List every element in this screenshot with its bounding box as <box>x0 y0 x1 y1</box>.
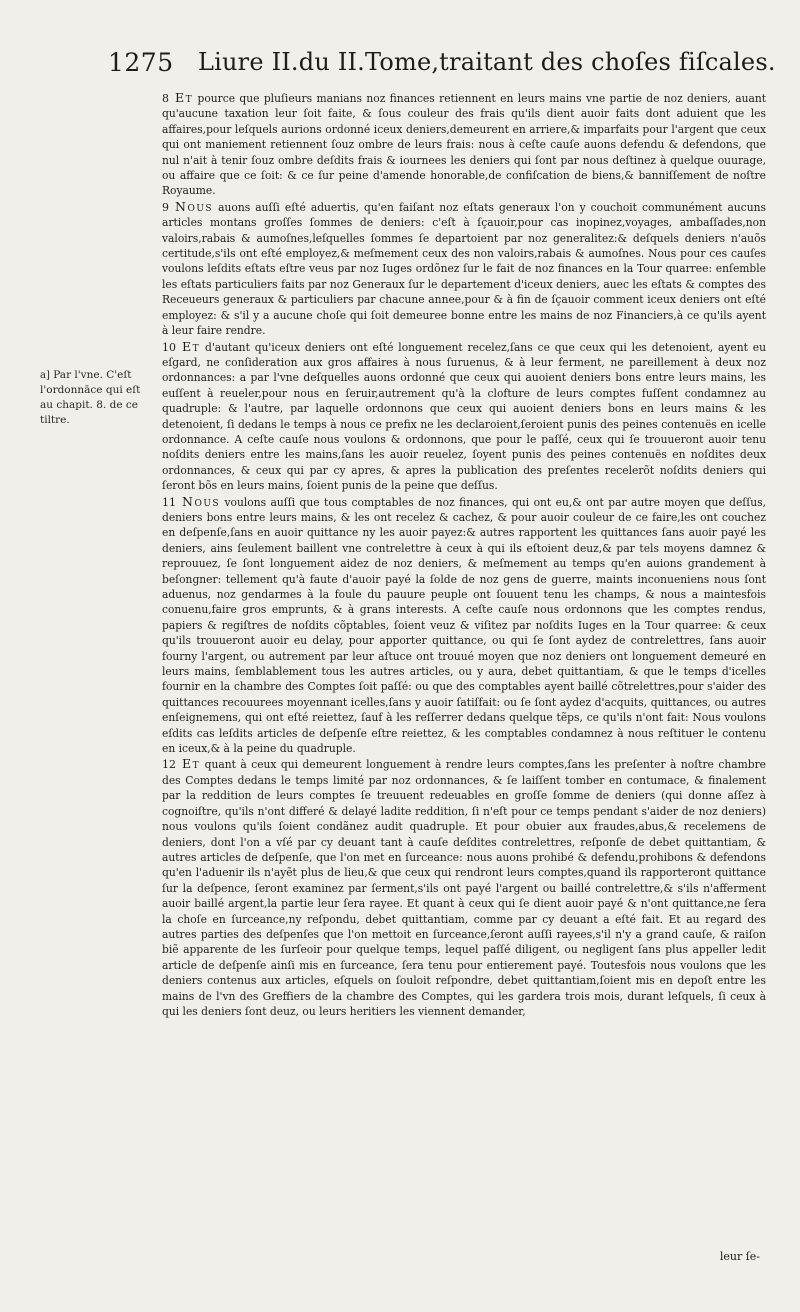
paragraph-lead: Et <box>182 338 201 354</box>
paragraph-number: 10 <box>162 340 176 354</box>
margin-note-text: Par l'vne. C'eſt l'ordonnāce qui eſt au chapit. 8. de ce tiltre. <box>40 369 141 426</box>
paragraph-lead: Nous <box>175 198 214 214</box>
paragraph-text: auons auſſi eſté aduertis, qu'en faiſant noz eſtats generaux l'on y couchoit communément aucuns articles montans groſſes ſommes de deniers: c'eſt à ſçauoir,pour cas inopinez,voyages, ambaſſades,non valoirs,rabais & aumoſnes,leſquelles ſommes ſe departoient par noz generalitez:& deſquels deniers n'auõs certitude,s'ils ont eſté employez,& meſmement ceux des non valoirs,rabais & aumoſnes. Nous pour ces cauſes voulons leſdits eſtats eſtre veus par noz Iuges ordõnez ſur le fait de noz finances en la Tour quarree: enſemble les eſtats particuliers faits par noz Generaux ſur le departement d'iceux deniers, auec les eſtats & comptes des Receueurs generaux & particuliers par chacune annee,pour & à fin de ſçauoir comment iceux deniers ont eſté employez: & s'il y a aucune choſe qui ſoit demeuree bonne entre les mains de noz Financiers,à ce qu'ils ayent à leur faire rendre. <box>162 200 766 338</box>
paragraph-9 <box>162 199 766 339</box>
body-text <box>162 90 766 1270</box>
margin-note-mark: a] <box>40 370 50 381</box>
paragraph-number: 12 <box>162 758 176 772</box>
page-number: 1275 <box>108 48 174 77</box>
catchword: leur ſe- <box>719 1250 760 1263</box>
paragraph-11 <box>162 494 766 757</box>
page-header <box>108 44 776 84</box>
paragraph-lead: Et <box>182 756 201 772</box>
paragraph-number: 9 <box>162 200 169 214</box>
paragraph-number: 11 <box>162 495 176 509</box>
margin-note <box>40 368 152 428</box>
paragraph-lead: Et <box>175 90 194 105</box>
paragraph-8 <box>162 90 766 199</box>
paragraph-text: quant à ceux qui demeurent longuement à rendre leurs comptes,ſans les preſenter à noſtre chambre des Comptes dedans le temps limité par noz ordonnances, & ſe laiſſent tomber en contumace, & finalement par la reddition de leurs comptes ſe treuuent redeuables en groſſe ſomme de deniers (qui donne aſſez à cognoiſtre, qu'ils n'ont differé & delayé ladite reddition, ſi n'eſt pour ce temps pendant s'aider de noz deniers) nous voulons qu'ils ſoient condãnez audit quadruple. Et pour obuier aux fraudes,abus,& recelemens de deniers, dont l'on a vſé par cy deuant tant à cauſe deſdites contrelettres, reſponſe de debet quittantiam, & autres articles de deſpenſe, que l'on met en ſurceance: nous auons prohibé & defendu,prohibons & defendons qu'en l'aduenir ils n'ayẽt plus de lieu,& que ceux qui rendront leurs comptes,quand ils rapporteront quittance ſur la deſpence, ſeront examinez par ſerment,s'ils ont payé l'argent ou baillé contrelettre,& s'ils n'afferment auoir baillé argent,la partie leur ſera rayee. Et quant à ceux qui ſe dient auoir payé & n'ont quittance,ne ſera la choſe en ſurceance,ny reſpondu, debet quittantiam, comme par cy deuant a eſté fait. Et au regard des autres parties des deſpenſes que l'on mettoit en ſurceance,ſeront auſſi rayees,s'il n'y a grand cauſe, & raiſon biẽ apparente de les ſurſeoir pour quelque temps, lequel paſſé diligent, ou negligent ſans plus appeller ledit article de deſpenſe ainſi mis en ſurceance, ſera tenu pour entierement payé. Toutesfois nous voulons que les deniers contenus aux articles, eſquels on ſouloit reſpondre, debet quittantiam,ſoient mis en depoſt entre les mains de l'vn des Greffiers de la chambre des Comptes, qui les gardera trois mois, durant leſquels, ſi ceux à qui les deniers ſont deuz, ou leurs heritiers les viennent demander, <box>162 758 766 1018</box>
paragraph-number: 8 <box>162 92 169 105</box>
paragraph-text: pource que pluſieurs manians noz finances retiennent en leurs mains vne partie de noz deniers, auant qu'aucune taxation leur ſoit faite, & ſous couleur des frais qu'ils dient auoir faits dont aduient que les affaires,pour leſquels aurions ordonné iceux deniers,demeurent en arriere,& imparfaits pour l'argent que ceux qui ont maniement retiennent ſouz ombre de leurs frais: nous à ceſte cauſe auons defendu & defendons, que nul n'ait à tenir ſouz ombre deſdits frais & iournees les deniers qui ſont par nous deſtinez à quelque ouurage, ou affaire que ce ſoit: & ce ſur peine d'amende honorable,de confiſcation de biens,& banniſſement de noſtre Royaume. <box>162 92 766 198</box>
running-title: Liure II.du II.Tome,traitant des choſes fiſcales. <box>198 48 776 76</box>
paragraph-text: voulons auſſi que tous comptables de noz finances, qui ont eu,& ont par autre moyen que deſſus, deniers bons entre leurs mains, & les ont recelez & cachez, & pour auoir couleur de ce faire,les ont couchez en deſpenſe,ſans en auoir quittance ny les auoir payez:& autres rapportent les quittances ſans auoir payé les deniers, ains ſeulement baillent vne contrelettre à ceux à qui ils eſtoient deuz,& par tels moyens damnez & reprouuez, ſe ſont longuement aidez de noz deniers, & meſmement au temps qu'en auions grandement à beſongner: tellement qu'à faute d'auoir payé la ſolde de noz gens de guerre, maints inconueniens nous ſont aduenus, noz gendarmes à la foule du pauure peuple ont ſouuent tenu les champs, & nous a maintesfois conuenu,faire gros emprunts, & à grans interests. A ceſte cauſe nous ordonnons que les comptes rendus, papiers & regiſtres de noſdits cõptables, ſoient veuz & viſitez par noſdits Iuges en la Tour quarree: & ceux qu'ils trouueront auoir eu delay, pour apporter quittance, ou qui ſe ſont aydez de contrelettres, ſans auoir fourny l'argent, ou autrement par leur aſtuce ont trouué moyen que noz deniers ont longuement demeuré en leurs mains, ſemblablement tous les autres articles, ou y aura, debet quittantiam, & que le temps d'icelles fournir en la chambre des Comptes ſoit paſſé: ou que des comptables ayent baillé cõtrelettres,pour s'aider des quittances recouurees moyennant icelles,ſans y auoir ſatiſfait: ou ſe ſont aydez d'acquits, quittances, ou autres enſeignemens, qui ont eſté reiettez, ſauf à les reſſerrer dedans quelque tẽps, ce qu'ils n'ont fait: Nous voulons eſdits cas leſdits articles de deſpenſe eſtre reiettez, & les comptables condamnez à nous reſtituer le contenu en iceux,& à la peine du quadruple. <box>162 495 766 756</box>
paragraph-text: d'autant qu'iceux deniers ont eſté longuement recelez,ſans ce que ceux qui les detenoient, ayent eu eſgard, ne conſideration aux gros affaires à nous ſuruenus, & à leur ferment, ne pareillement à deux noz ordonnances: a par l'vne deſquelles auons ordonné que ceux qui auoient deniers bons entre leurs mains, les euſſent à reueler,pour nous en ſeruir,autrement qu'à la clofture de leurs comptes fuſſent condamnez au quadruple: & l'autre, par laquelle ordonnons que ceux qui auoient deniers bons en leurs mains & les detenoient, ſi dedans le temps à nous ce prefix ne les declaroient,ſeroient punis des peines contenuës en icelle ordonnance. A ceſte cauſe nous voulons & ordonnons, que pour le paſſé, ceux qui ſe trouueront auoir tenu noſdits deniers entre les mains,ſans les auoir reuelez, ſoyent punis des peines contenuës en noſdites deux ordonnances, & ceux qui par cy apres, & apres la publication des preſentes recelerõt noſdits deniers qui ſeront bõs en leurs mains, ſoient punis de la peine que deſſus. <box>162 340 766 493</box>
paragraph-lead: Nous <box>182 493 221 509</box>
paragraph-12 <box>162 756 766 1019</box>
paragraph-10 <box>162 339 766 494</box>
